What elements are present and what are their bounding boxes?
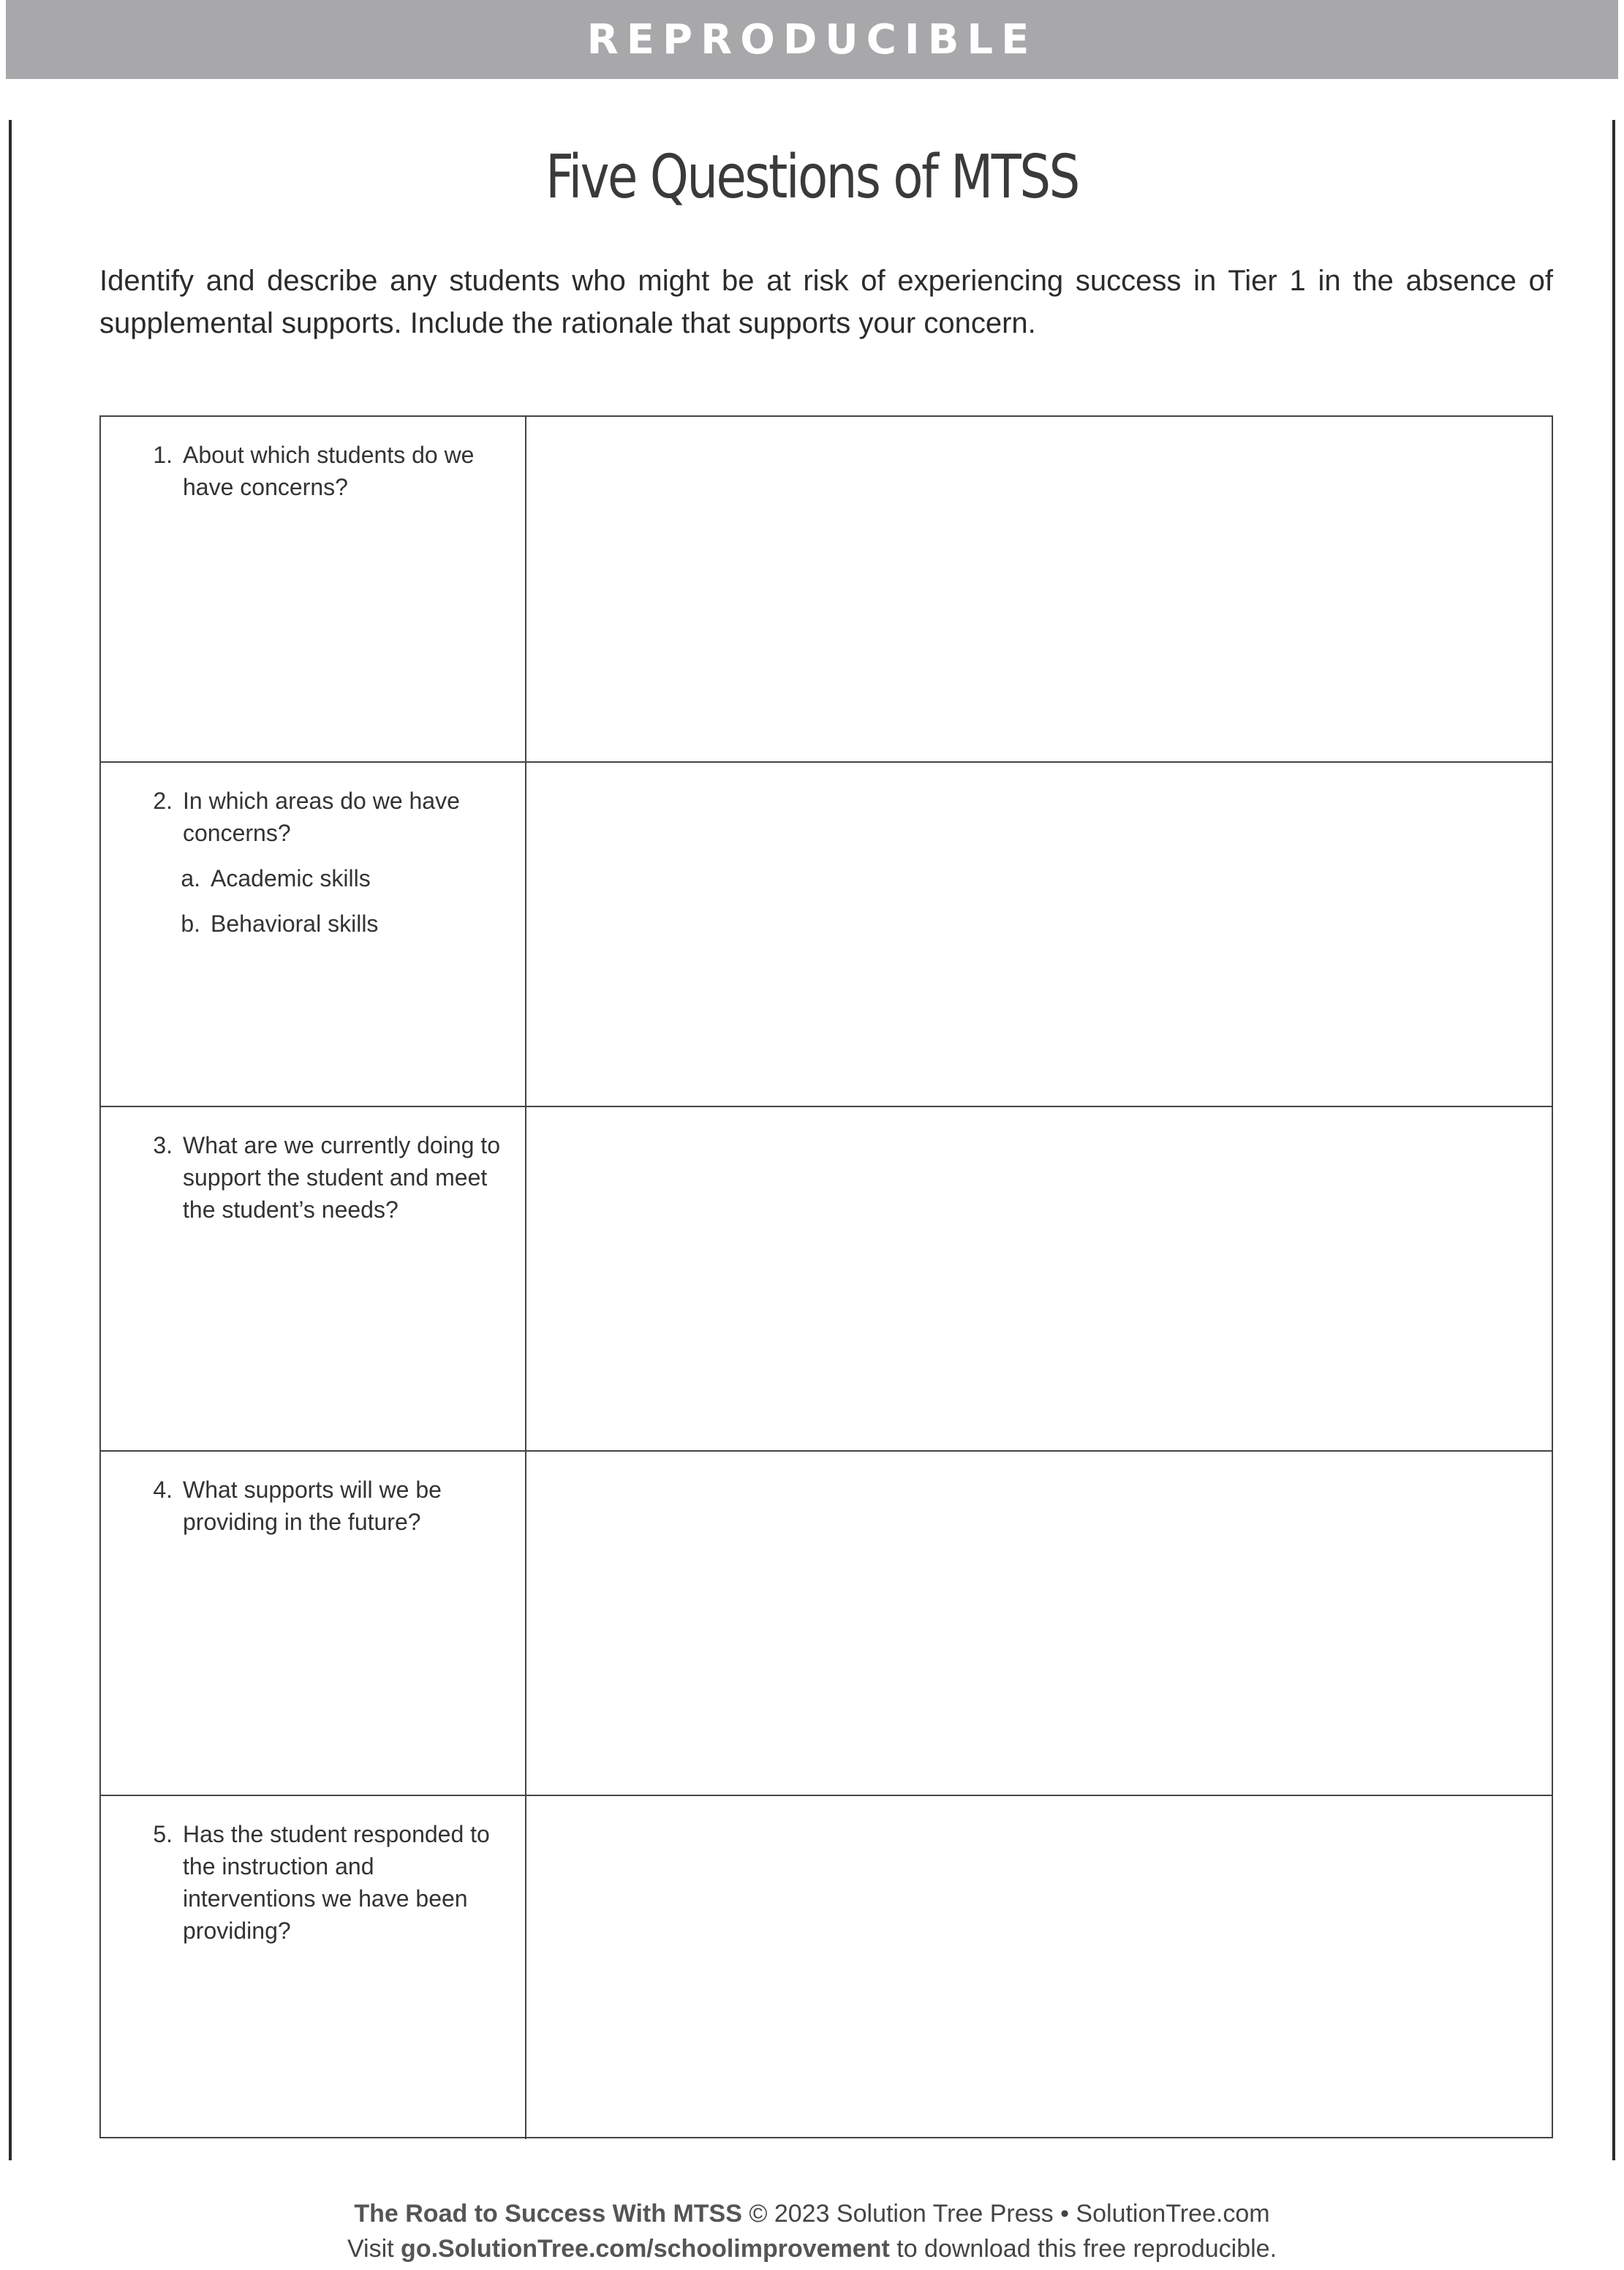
footer-visit-prefix: Visit [347,2235,401,2263]
sub-item-letter: a. [181,865,200,891]
answer-cell-2[interactable] [526,763,1552,1106]
question-cell [101,417,526,761]
question-row-1 [101,417,1552,761]
sub-item-text: Academic skills [211,865,371,891]
question-number: 1. [153,442,173,468]
question-cell [101,1796,526,2139]
left-margin-rule [9,120,12,2160]
question-text: What are we currently doing to support the student and meet the student’s needs? [183,1132,500,1223]
footer-visit-suffix: to download this free reproducible. [889,2235,1277,2263]
question-cell [101,1452,526,1795]
question-cell [101,1107,526,1450]
question-row-3 [101,1106,1552,1450]
question-number: 2. [153,788,173,814]
answer-cell-1[interactable] [526,417,1552,761]
question-number: 4. [153,1477,173,1503]
page-title: Five Questions of MTSS [545,143,1079,212]
questions-table [99,415,1553,2138]
footer-copyright: © 2023 Solution Tree Press • SolutionTree.com [741,2200,1270,2228]
sub-item-text: Behavioral skills [211,910,379,937]
instructions-paragraph: Identify and describe any students who might be at risk of experiencing success in Tier 1 in the absence of supplemental supports. Include the rationale that supports your concern. [99,265,1553,339]
question-cell [101,763,526,1106]
question-row-4 [101,1450,1552,1795]
footer-copyright-line [0,2200,1624,2228]
reproducible-banner [6,0,1618,79]
sub-item [101,862,510,894]
answer-cell-5[interactable] [526,1796,1552,2139]
footer-book-title: The Road to Success With MTSS [354,2200,742,2228]
footer-download-line [0,2235,1624,2263]
question-text: In which areas do we have concerns? [183,788,460,846]
question-number: 3. [153,1132,173,1158]
answer-cell-3[interactable] [526,1107,1552,1450]
question-row-5 [101,1795,1552,2139]
question-number: 5. [153,1821,173,1847]
sub-item [101,908,510,940]
right-margin-rule [1612,120,1615,2160]
banner-label: REPRODUCIBLE [586,15,1038,64]
question-text: Has the student responded to the instruction and interventions we have been providing? [183,1821,490,1944]
answer-cell-4[interactable] [526,1452,1552,1795]
question-text: What supports will we be providing in the future? [183,1477,442,1535]
question-row-2 [101,761,1552,1106]
sub-item-letter: b. [181,910,200,937]
footer-url-link[interactable]: go.SolutionTree.com/schoolimprovement [401,2235,890,2263]
question-text: About which students do we have concerns? [183,442,475,500]
